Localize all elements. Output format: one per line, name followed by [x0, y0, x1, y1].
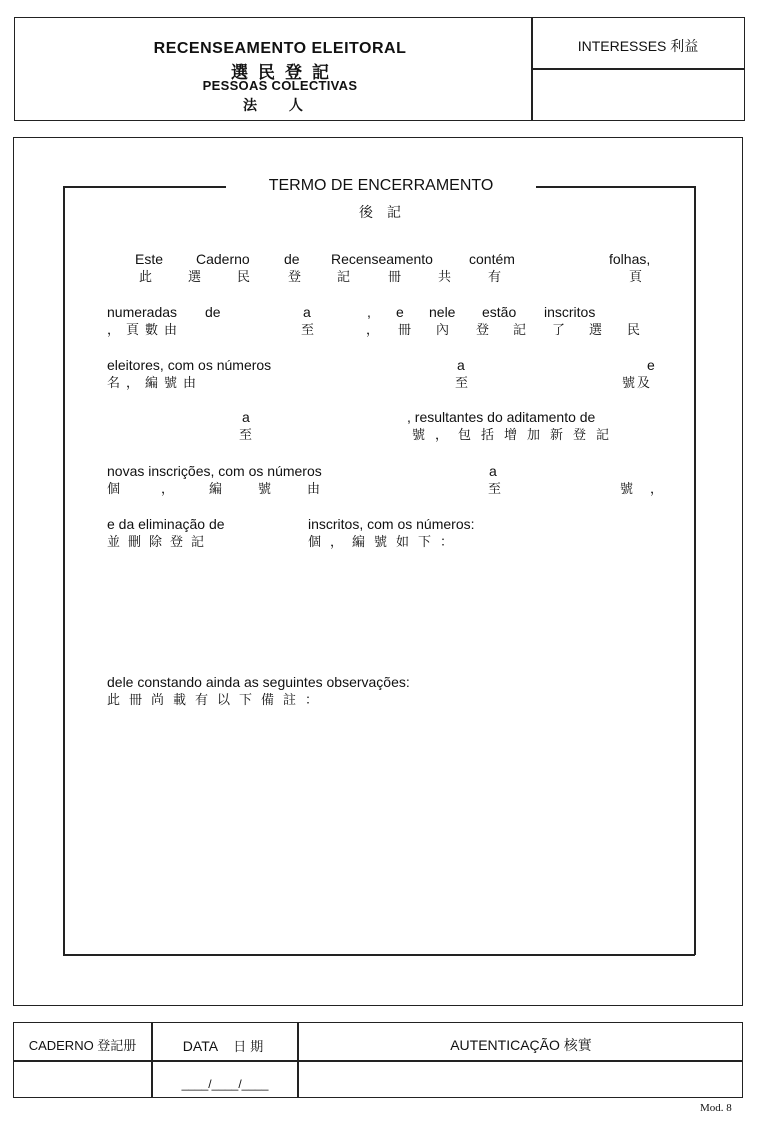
text-zh: ，頁數由	[107, 322, 184, 337]
text-a: a	[489, 463, 497, 479]
text-zh: 了	[552, 322, 566, 337]
interests-label: INTERESSES 利益	[577, 38, 699, 54]
observations-field[interactable]	[107, 716, 667, 941]
text-zh: ，	[161, 481, 175, 496]
form-title: RECENSEAMENTO ELEITORAL	[153, 40, 407, 57]
observations-label-zh: 此冊尚載有以下備註：	[107, 692, 328, 707]
text-folhas: folhas,	[609, 251, 651, 267]
text-estao: estão	[482, 304, 517, 320]
text-zh: 冊	[388, 269, 402, 284]
text-zh: 有	[488, 269, 502, 284]
model-number: Mod. 8	[700, 1102, 732, 1114]
text-inscritos: inscritos	[544, 304, 596, 320]
date-field[interactable]: ____/____/____	[181, 1077, 269, 1091]
text-zh: 至	[455, 375, 469, 390]
term-title-zh: 後 記	[359, 204, 401, 220]
caderno-label: CADERNO 登記册	[28, 1038, 137, 1053]
text-zh: 至	[488, 481, 502, 496]
text-zh: 號	[620, 481, 634, 496]
text-contem: contém	[469, 251, 515, 267]
text-zh: 選	[188, 269, 202, 284]
text-zh: 至	[239, 427, 253, 442]
autenticacao-field[interactable]	[299, 1062, 743, 1097]
inner-frame-bottom	[63, 954, 695, 956]
text-eleitores: eleitores, com os números	[107, 357, 272, 373]
form-subtitle: PESSOAS COLECTIVAS	[202, 78, 358, 93]
autenticacao-label: AUTENTICAÇÃO 核實	[450, 1037, 592, 1053]
text-zh: 名，編號由	[107, 375, 203, 390]
form-title-zh: 選民登記	[231, 63, 339, 82]
observations-label: dele constando ainda as seguintes observações:	[107, 674, 410, 690]
text-comma: ,	[367, 304, 371, 320]
inner-frame-top-left	[63, 186, 226, 188]
text-zh: 個	[107, 481, 121, 496]
text-novas-inscricoes: novas inscrições, com os números	[107, 463, 322, 479]
text-zh: 並刪除登記	[107, 534, 213, 549]
text-zh: 民	[237, 269, 251, 284]
text-a: a	[457, 357, 465, 373]
text-zh: 頁	[629, 269, 643, 284]
inner-frame-right	[694, 186, 696, 955]
interests-field[interactable]	[533, 70, 744, 120]
data-label: DATA	[182, 1038, 218, 1054]
text-zh: 編	[209, 481, 223, 496]
text-zh: ，	[366, 322, 380, 337]
text-zh: 共	[438, 269, 452, 284]
text-a: a	[303, 304, 311, 320]
text-zh: 至	[301, 322, 315, 337]
text-zh: 內	[436, 322, 450, 337]
data-header	[153, 1036, 297, 1055]
text-zh: 由	[307, 481, 321, 496]
text-nele: nele	[429, 304, 456, 320]
text-inscritos-numeros: inscritos, com os números:	[308, 516, 475, 532]
inner-frame-top-right	[536, 186, 695, 188]
caderno-field[interactable]	[14, 1062, 151, 1097]
text-zh: 號及	[622, 375, 653, 390]
numbers-field[interactable]	[107, 556, 667, 666]
text-zh: 選	[589, 322, 603, 337]
text-zh: 此	[139, 269, 153, 284]
text-numeradas: numeradas	[107, 304, 178, 320]
term-title: TERMO DE ENCERRAMENTO	[268, 177, 494, 194]
text-de: de	[205, 304, 221, 320]
text-a: a	[242, 409, 250, 425]
text-zh: 記	[337, 269, 351, 284]
text-zh: 登	[476, 322, 490, 337]
text-e: e	[647, 357, 655, 373]
form-subtitle-zh: 法 人	[243, 97, 317, 113]
text-caderno: Caderno	[196, 251, 250, 267]
text-este: Este	[135, 251, 164, 267]
text-zh: 冊	[398, 322, 412, 337]
data-label-zh: 日期	[233, 1039, 268, 1054]
text-resultantes: , resultantes do aditamento de	[407, 409, 596, 425]
text-eliminacao: e da eliminação de	[107, 516, 225, 532]
text-zh: 號	[258, 481, 272, 496]
text-e: e	[396, 304, 404, 320]
text-recenseamento: Recenseamento	[331, 251, 433, 267]
text-zh: 號，包括增加新登記	[412, 427, 620, 442]
text-zh: 民	[627, 322, 641, 337]
text-zh: 記	[513, 322, 527, 337]
text-zh: 個，編號如下：	[308, 534, 463, 549]
inner-frame-left	[63, 186, 65, 955]
text-zh: ，	[650, 481, 664, 496]
text-de: de	[284, 251, 300, 267]
text-zh: 登	[288, 269, 302, 284]
